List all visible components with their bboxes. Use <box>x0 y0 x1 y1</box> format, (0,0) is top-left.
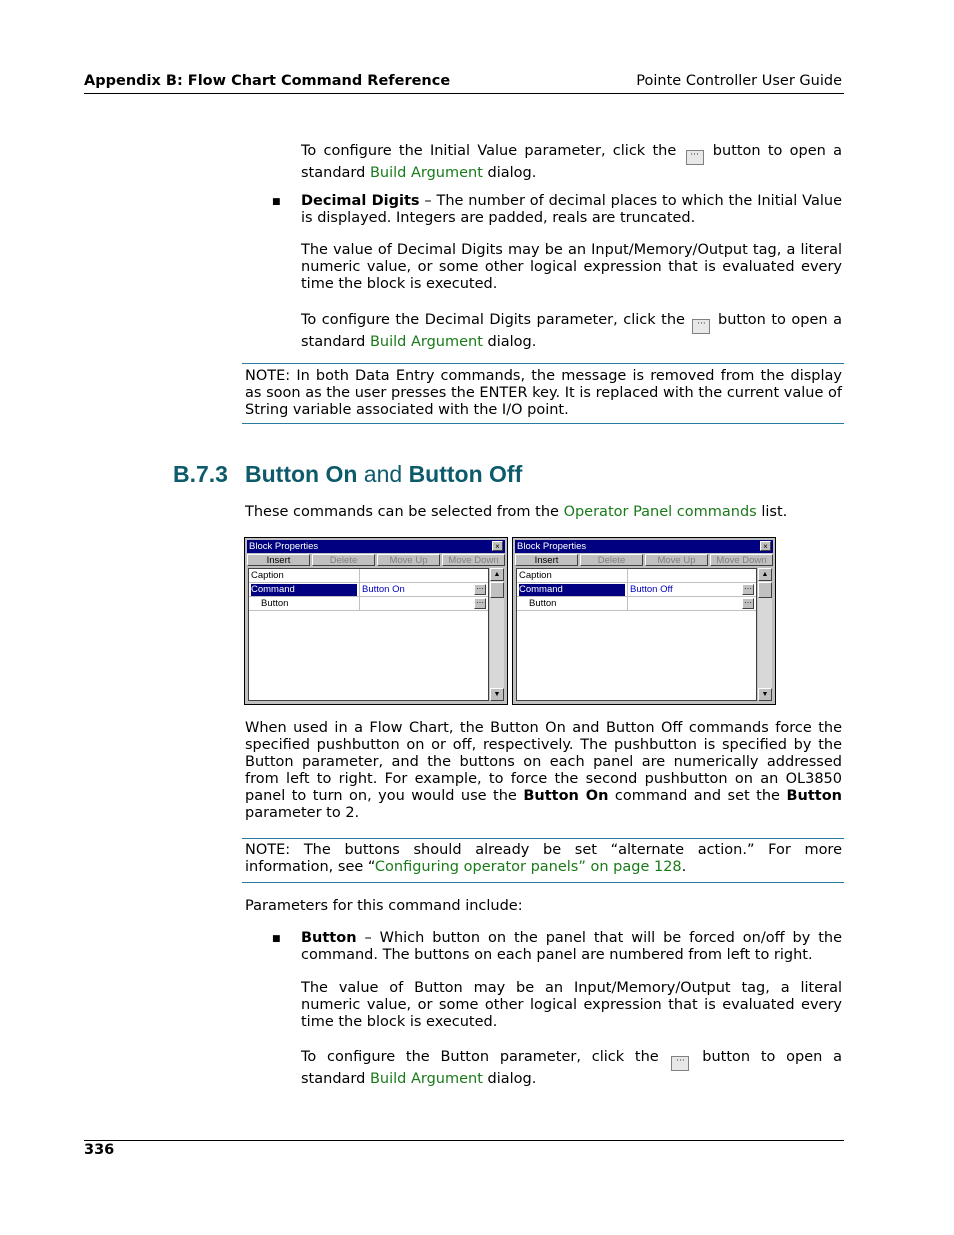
property-row-command[interactable]: Command Button Off ··· <box>517 583 756 597</box>
note-rule-bottom <box>242 882 844 883</box>
page-number: 336 <box>84 1142 115 1158</box>
ellipsis-button-icon: ··· <box>692 319 710 334</box>
scroll-thumb[interactable] <box>758 582 772 598</box>
property-grid <box>248 568 489 701</box>
move-down-button[interactable]: Move Down <box>442 554 505 566</box>
scroll-up-icon[interactable]: ▲ <box>758 568 772 581</box>
vertical-scrollbar[interactable] <box>490 568 504 701</box>
property-grid <box>516 568 757 701</box>
footer-rule <box>84 1140 844 1141</box>
running-header-right: Pointe Controller User Guide <box>636 73 842 89</box>
close-icon[interactable]: × <box>760 541 771 551</box>
button-value-paragraph: The value of Button may be an Input/Memory/Output tag, a literal numeric value, or some other logical expression that is evaluated every time the block is executed. <box>301 980 842 1030</box>
configuring-operator-panels-link[interactable]: Configuring operator panels” on page 128 <box>374 859 682 875</box>
note-alternate-action: NOTE: The buttons should already be set “alternate action.” For more information, see “Configuring operator panels” on page 128. <box>245 842 842 875</box>
ellipsis-button-icon[interactable]: ··· <box>476 598 484 607</box>
build-argument-link[interactable]: Build Argument <box>369 1071 483 1087</box>
bullet-icon: ■ <box>272 934 281 944</box>
move-up-button[interactable]: Move Up <box>377 554 440 566</box>
vertical-scrollbar[interactable] <box>758 568 772 701</box>
ellipsis-button-icon: ··· <box>686 150 704 165</box>
operator-panel-commands-link[interactable]: Operator Panel commands <box>563 504 757 520</box>
bullet-icon: ■ <box>272 197 281 207</box>
ellipsis-button-icon[interactable]: ··· <box>744 584 752 593</box>
block-properties-dialog-button-on <box>244 537 508 705</box>
move-down-button[interactable]: Move Down <box>710 554 773 566</box>
header-rule <box>84 93 844 94</box>
note-rule-bottom <box>242 423 844 424</box>
button-parameter-term: Button <box>301 930 357 946</box>
close-icon[interactable]: × <box>492 541 503 551</box>
commands-intro: These commands can be selected from the Operator Panel commands list. <box>245 504 788 520</box>
note-rule-top <box>242 363 844 364</box>
build-argument-link[interactable]: Build Argument <box>369 165 483 181</box>
delete-button[interactable]: Delete <box>580 554 643 566</box>
decimal-digits-term: Decimal Digits <box>301 193 420 209</box>
note-data-entry: NOTE: In both Data Entry commands, the message is removed from the display as soon as the user presses the ENTER key. It is replaced with the current value of String variable associated with the I/O point. <box>245 368 842 418</box>
decimal-digits-item: Decimal Digits – The number of decimal places to which the Initial Value is displayed. Integers are padded, reals are truncated. <box>301 193 843 226</box>
scroll-thumb[interactable] <box>490 582 504 598</box>
move-up-button[interactable]: Move Up <box>645 554 708 566</box>
decimal-digits-config-paragraph: To configure the Decimal Digits parameter, click the ··· button to open a standard Build Argument dialog. <box>301 312 842 350</box>
property-row-caption[interactable]: Caption <box>517 569 756 583</box>
dialog-toolbar <box>515 554 773 567</box>
dialog-titlebar: Block Properties × <box>515 540 773 553</box>
button-config-paragraph: To configure the Button parameter, click the ··· button to open a standard Build Argument dialog. <box>301 1049 842 1087</box>
ellipsis-button-icon: ··· <box>671 1056 689 1071</box>
scroll-down-icon[interactable]: ▼ <box>758 688 772 701</box>
decimal-digits-value-paragraph: The value of Decimal Digits may be an Input/Memory/Output tag, a literal numeric value, or some other logical expression that is evaluated every time the block is executed. <box>301 242 842 292</box>
property-row-command[interactable]: Command Button On ··· <box>249 583 488 597</box>
dialog-titlebar: Block Properties × <box>247 540 505 553</box>
ellipsis-button-icon[interactable]: ··· <box>476 584 484 593</box>
block-properties-dialog-button-off <box>512 537 776 705</box>
ellipsis-button-icon[interactable]: ··· <box>744 598 752 607</box>
property-row-button[interactable]: Button ··· <box>249 597 488 611</box>
dialog-toolbar <box>247 554 505 567</box>
section-number: B.7.3 <box>173 461 228 487</box>
section-title: Button On and Button Off <box>245 461 523 487</box>
button-parameter-item: Button – Which button on the panel that will be forced on/off by the command. The buttons on each panel are numbered from left to right. <box>301 930 842 963</box>
build-argument-link[interactable]: Build Argument <box>369 334 483 350</box>
scroll-up-icon[interactable]: ▲ <box>490 568 504 581</box>
note-rule-top <box>242 838 844 839</box>
insert-button[interactable]: Insert <box>247 554 310 566</box>
button-commands-description: When used in a Flow Chart, the Button On and Button Off commands force the specified pushbutton on or off, respectively. The pushbutton is specified by the Button parameter, and the buttons on each panel are numerically addressed from left to right. For example, to force the second pushbutton on an OL3850 panel to turn on, you would use the Button On command and set the Button parameter to 2. <box>245 720 842 821</box>
property-row-caption[interactable]: Caption <box>249 569 488 583</box>
delete-button[interactable]: Delete <box>312 554 375 566</box>
scroll-down-icon[interactable]: ▼ <box>490 688 504 701</box>
initial-value-config-paragraph: To configure the Initial Value parameter, click the ··· button to open a standard Build Argument dialog. <box>301 143 843 181</box>
insert-button[interactable]: Insert <box>515 554 578 566</box>
property-row-button[interactable]: Button ··· <box>517 597 756 611</box>
running-header-left: Appendix B: Flow Chart Command Reference <box>84 73 451 89</box>
parameters-intro: Parameters for this command include: <box>245 898 523 914</box>
